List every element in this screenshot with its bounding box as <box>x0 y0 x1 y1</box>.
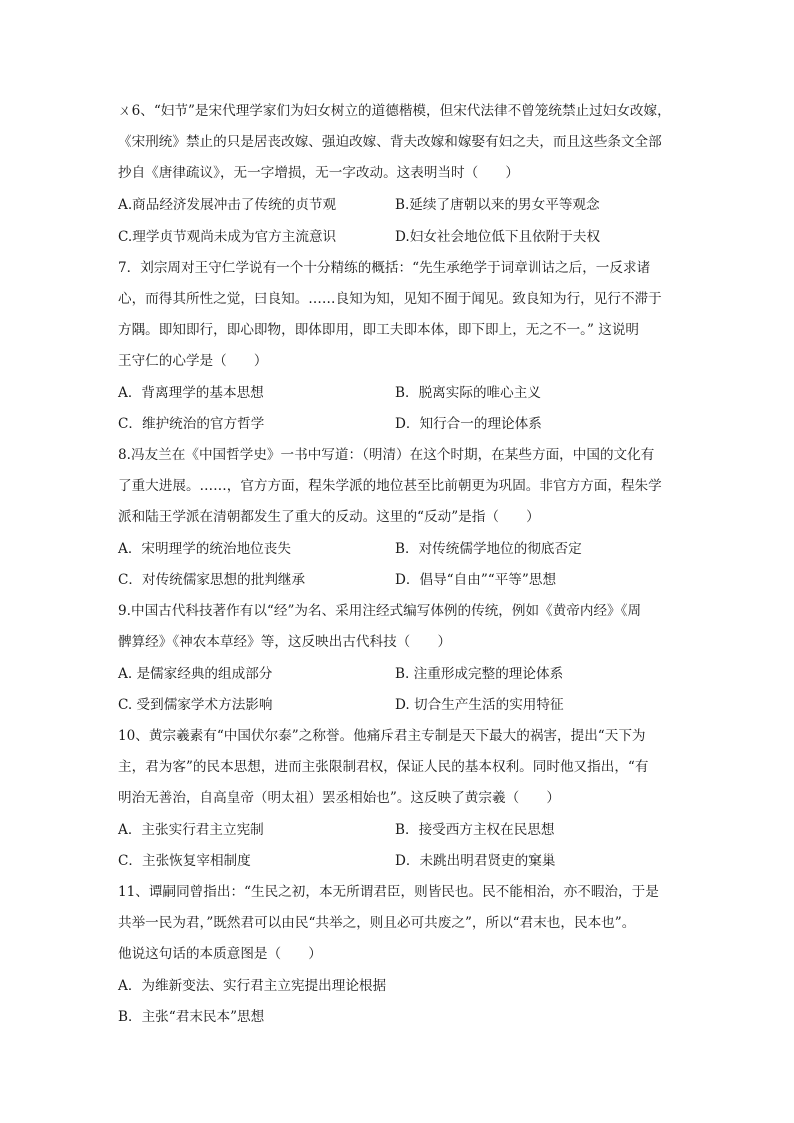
q9-option-d: D. 切合生产生活的实用特征 <box>395 697 564 713</box>
q8-option-c: C．对传统儒家思想的批判继承 <box>118 572 306 588</box>
q9-option-a: A. 是儒家经典的组成部分 <box>118 666 273 682</box>
q8-stem-line-2: 了重大进展。……，官方方面，程朱学派的地位甚至比前朝更为巩固。非官方方面，程朱学 <box>118 478 662 494</box>
q11-option-a: A．为维新变法、实行君主立宪提出理论根据 <box>118 978 387 994</box>
q7-stem-line-2: 心，而得其所性之觉，曰良知。……良知为知，见知不囿于闻见。致良知为行，见行不滞于 <box>118 291 662 307</box>
q6-stem-line-3: 抄自《唐律疏议》，无一字增损，无一字改动。这表明当时（ ） <box>118 165 520 181</box>
q6-option-b: B.延续了唐朝以来的男女平等观念 <box>395 197 600 213</box>
q11-stem-line-2: 共举一民为君，”既然君可以由民“共举之，则且必可共废之”，所以“君末也，民本也”。 <box>118 915 636 931</box>
q7-stem-line-1: 7．刘宗周对王守仁学说有一个十分精练的概括：“先生承绝学于词章训诂之后，一反求诸 <box>118 260 651 276</box>
q9-stem-line-2: 髀算经》《神农本草经》等，这反映出古代科技（ ） <box>118 634 452 650</box>
q11-stem-line-3: 他说这句话的本质意图是（ ） <box>118 946 322 962</box>
q11-option-b: B．主张“君末民本”思想 <box>118 1009 265 1025</box>
q6-option-c: C.理学贞节观尚未成为官方主流意识 <box>118 229 337 245</box>
q9-option-b: B. 注重形成完整的理论体系 <box>395 666 564 682</box>
q10-stem-line-1: 10、黄宗羲素有“中国伏尔泰”之称誉。他痛斥君主专制是天下最大的祸害，提出“天下为 <box>118 728 646 744</box>
q8-option-b: B．对传统儒学地位的彻底否定 <box>395 541 582 557</box>
q7-option-b: B．脱离实际的唯心主义 <box>395 385 541 401</box>
q7-stem-line-3: 方隅。即知即行，即心即物，即体即用，即工夫即本体，即下即上，无之不一。” 这说明 <box>118 322 640 338</box>
q8-option-a: A．宋明理学的统治地位丧失 <box>118 541 291 557</box>
q8-stem-line-3: 派和陆王学派在清朝都发生了重大的反动。这里的“反动”是指（ ） <box>118 509 540 525</box>
q7-option-d: D．知行合一的理论体系 <box>395 416 542 432</box>
q10-option-a: A．主张实行君主立宪制 <box>118 822 264 838</box>
q11-stem-line-1: 11、谭嗣同曾指出：“生民之初，本无所谓君臣，则皆民也。民不能相治，亦不暇治，于是 <box>118 884 659 900</box>
q7-option-c: C．维护统治的官方哲学 <box>118 416 265 432</box>
q6-option-a: A.商品经济发展冲击了传统的贞节观 <box>118 197 337 213</box>
q9-stem-line-1: 9.中国古代科技著作有以“经”为名、采用注经式编写体例的传统，例如《黄帝内经》《周 <box>118 603 642 619</box>
q6-stem-line-2: 《宋刑统》禁止的只是居丧改嫁、强迫改嫁、背夫改嫁和嫁娶有妇之夫，而且这些条文全部 <box>118 134 662 150</box>
q6-stem-line-1: ㄨ6、“妇节”是宋代理学家们为妇女树立的道德楷模，但宋代法律不曾笼统禁止过妇女改嫁， <box>118 103 671 119</box>
q8-stem-line-1: 8.冯友兰在《中国哲学史》一书中写道：（明清）在这个时期，在某些方面，中国的文化有 <box>118 447 655 463</box>
q8-option-d: D．倡导“自由”“平等”思想 <box>395 572 557 588</box>
q10-option-c: C．主张恢复宰相制度 <box>118 853 251 869</box>
q9-option-c: C. 受到儒家学术方法影响 <box>118 697 273 713</box>
q10-option-d: D．未跳出明君贤吏的窠巢 <box>395 853 556 869</box>
q6-option-d: D.妇女社会地位低下且依附于夫权 <box>395 229 601 245</box>
q7-option-a: A．背离理学的基本思想 <box>118 385 264 401</box>
q10-option-b: B．接受西方主权在民思想 <box>395 822 555 838</box>
q7-stem-line-4: 王守仁的心学是（ ） <box>118 353 268 369</box>
q10-stem-line-3: 明治无善治，自高皇帝（明太祖）罢丞相始也”。这反映了黄宗羲（ ） <box>118 790 560 806</box>
q10-stem-line-2: 主，君为客”的民本思想，进而主张限制君权，保证人民的基本权利。同时他又指出，“有 <box>118 759 649 775</box>
